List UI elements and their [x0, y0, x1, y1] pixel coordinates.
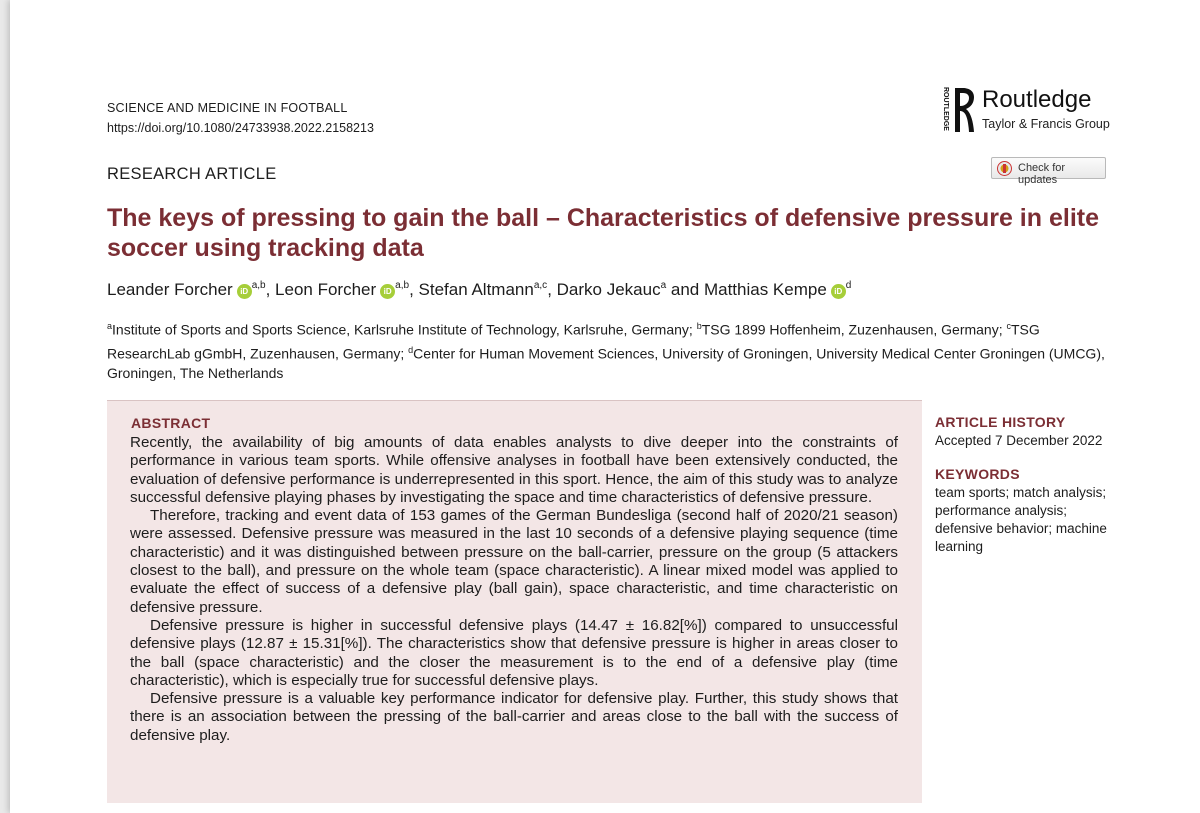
author-affiliation-marker: a,b — [395, 280, 410, 291]
article-title: The keys of pressing to gain the ball – Characteristics of defensive pressure in elite soccer using tracking data — [107, 204, 1099, 262]
affiliation-text: TSG ResearchLab gGmbH, Zuzenhausen, Germany; — [107, 321, 1040, 362]
abstract-box — [107, 400, 922, 803]
abstract-paragraph: Defensive pressure is a valuable key performance indicator for defensive play. Further, this study shows that there is an association between the pressing of the ball-carrier and areas close to the ball with the success of defensive play. — [130, 690, 898, 744]
author-separator: , — [265, 280, 276, 299]
author-affiliation-marker: d — [845, 280, 852, 291]
author-name[interactable]: Darko Jekauc — [556, 280, 661, 299]
publisher-name: Routledge — [982, 86, 1092, 113]
author-affiliation-marker: a,b — [251, 280, 266, 291]
affiliation-text: Center for Human Movement Sciences, University of Groningen, University Medical Center Groningen (UMCG), Groningen, The Netherlands — [107, 345, 1105, 382]
orcid-icon[interactable]: iD — [380, 284, 395, 299]
abstract-paragraph: Defensive pressure is higher in successful defensive plays (14.47 ± 16.82[%]) compared to unsuccessful defensive plays (12.87 ± 15.31[%]). The characteristics show that defensive pressure is higher in areas closer to the ball (space characteristic) and the closer the measurement is to the end of a defensive play (time characteristic), which is especially true for successful defensive plays. — [130, 616, 898, 689]
affiliation-marker: b — [696, 321, 702, 331]
author-affiliation-marker: a — [660, 280, 667, 291]
affiliation-text: Institute of Sports and Sports Science, Karlsruhe Institute of Technology, Karlsruhe, Germany; — [112, 321, 697, 338]
author-separator: , — [547, 280, 557, 299]
logo-vertical-text: ROUTLEDGE — [942, 87, 949, 131]
author-separator: and — [666, 280, 704, 299]
author-list — [107, 280, 851, 300]
orcid-icon[interactable]: iD — [237, 284, 252, 299]
author-name[interactable]: Leon Forcher — [275, 280, 377, 299]
check-updates-label: Check for updates — [1018, 162, 1066, 186]
orcid-icon[interactable]: iD — [831, 284, 846, 299]
affiliation-marker: d — [408, 344, 414, 355]
check-for-updates-button[interactable] — [991, 157, 1106, 186]
author-name[interactable]: Leander Forcher — [107, 280, 233, 299]
check-updates-icon — [997, 161, 1012, 176]
author-name[interactable]: Stefan Altmann — [418, 280, 534, 299]
paper-page — [10, 0, 1200, 813]
publisher-subtitle: Taylor & Francis Group — [982, 117, 1110, 131]
article-type: RESEARCH ARTICLE — [107, 165, 277, 183]
abstract-heading: ABSTRACT — [131, 415, 211, 431]
author-separator: , — [409, 280, 419, 299]
article-history-text: Accepted 7 December 2022 — [935, 433, 1103, 448]
affiliation-marker: a — [107, 321, 113, 331]
author-affiliation-marker: a,c — [533, 280, 548, 291]
routledge-logo-icon — [938, 85, 978, 135]
abstract-paragraph: Recently, the availability of big amounts of data enables analysts to dive deeper into the constraints of performance in various team sports. While offensive analyses in football have been extensively conducted, the evaluation of defensive performance is underrepresented in this sport. Hence, the aim of this study was to analyze successful defensive playing phases by investigating the space and time characteristics of defensive pressure. — [130, 434, 898, 506]
journal-name: SCIENCE AND MEDICINE IN FOOTBALL — [107, 101, 348, 115]
abstract-body — [130, 434, 898, 745]
article-history-heading: ARTICLE HISTORY — [935, 414, 1066, 430]
keywords-heading: KEYWORDS — [935, 466, 1020, 482]
affiliations — [107, 316, 1117, 383]
article-sidebar — [935, 414, 1125, 556]
affiliation-text: TSG 1899 Hoffenheim, Zuzenhausen, Germany; — [701, 321, 1007, 338]
abstract-paragraph: Therefore, tracking and event data of 153 games of the German Bundesliga (second half of 2020/21 season) were assessed. Defensive pressure was measured in the last 10 seconds of a defensive playing sequence (time characteristic) and it was distinguished between pressure on the ball-carrier, pressure on the group (5 attackers closest to the ball), and pressure on the whole team (space characteristic). A linear mixed model was applied to evaluate the effect of success of a defensive play (ball gain), space characteristic, and time characteristic on defensive pressure. — [130, 507, 898, 616]
author-name[interactable]: Matthias Kempe — [703, 280, 827, 299]
keywords-text: team sports; match analysis; performance analysis; defensive behavior; machine learning — [935, 485, 1107, 554]
affiliation-marker: c — [1006, 321, 1011, 331]
doi-link[interactable]: https://doi.org/10.1080/24733938.2022.2158213 — [107, 121, 374, 135]
